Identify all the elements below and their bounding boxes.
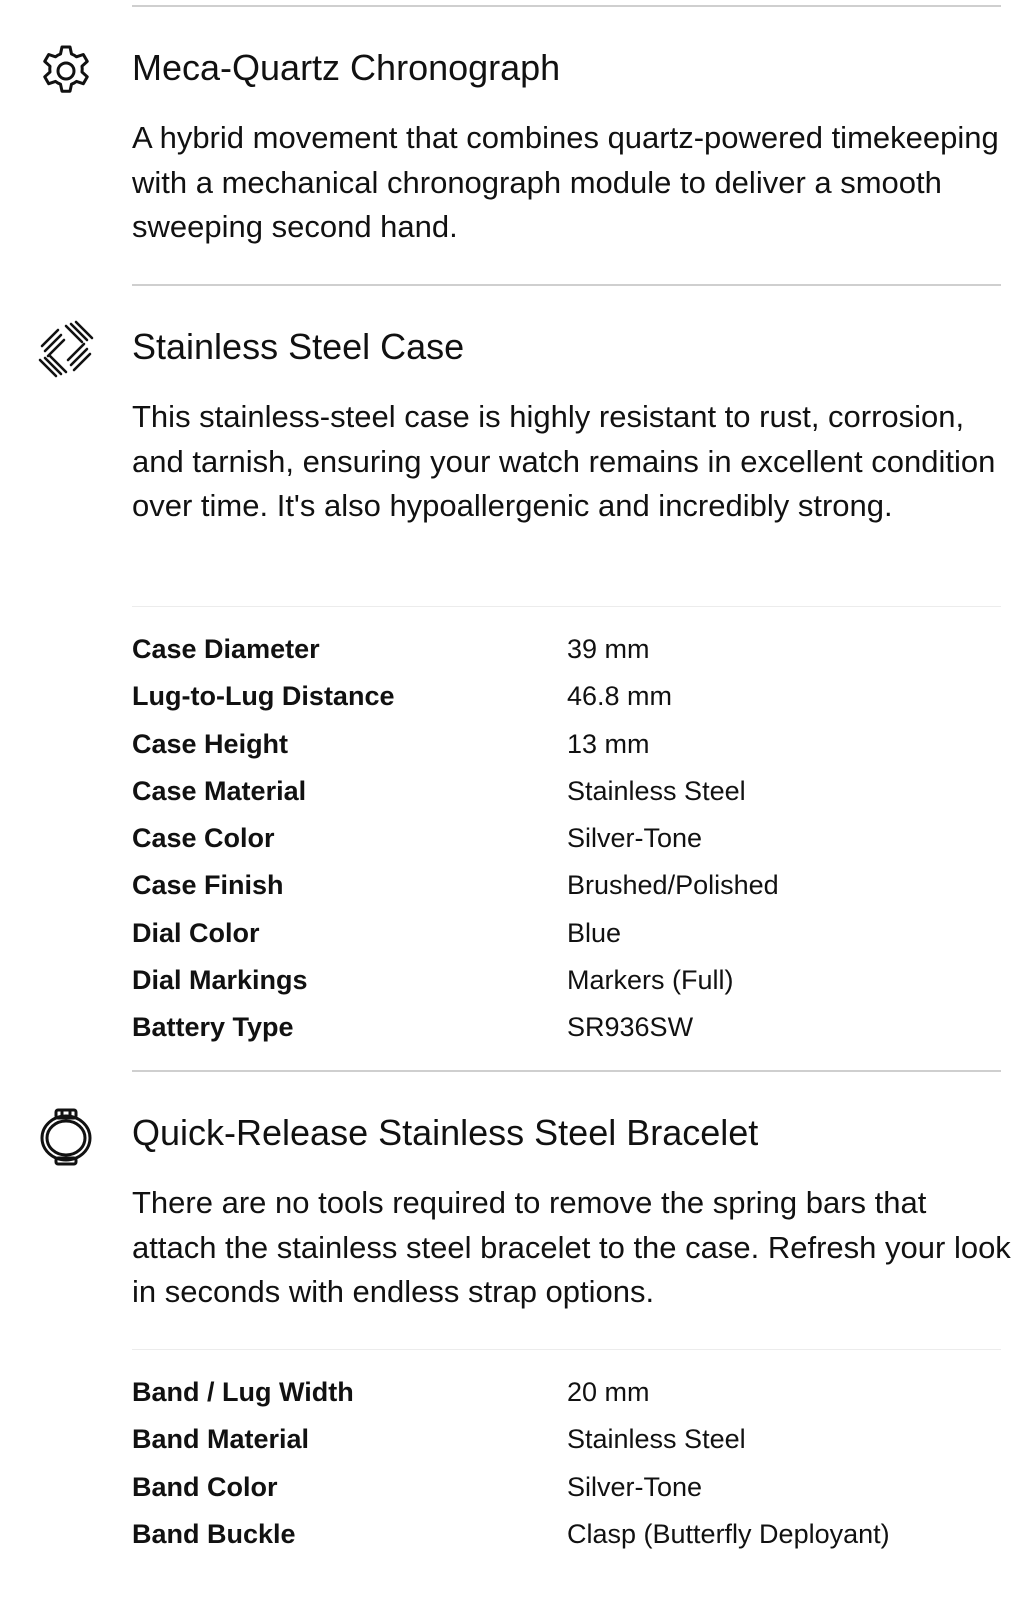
- spec-value: Markers (Full): [567, 965, 734, 996]
- spec-row: [132, 910, 1001, 957]
- spec-label: Dial Color: [132, 917, 260, 948]
- spec-label: Dial Markings: [132, 965, 308, 996]
- spec-label: Case Finish: [132, 870, 284, 901]
- spec-label: Case Color: [132, 823, 275, 854]
- spec-row: [132, 721, 1001, 768]
- spec-value: Brushed/Polished: [567, 870, 779, 901]
- spec-row: [132, 673, 1001, 720]
- spec-row: [132, 1416, 1001, 1463]
- section-title: Meca-Quartz Chronograph: [132, 47, 561, 88]
- spec-label: Lug-to-Lug Distance: [132, 681, 395, 712]
- section-divider: [132, 1070, 1001, 1072]
- spec-row: [132, 862, 1001, 909]
- section-divider: [132, 284, 1001, 286]
- spec-row: [132, 1464, 1001, 1511]
- spec-row: [132, 815, 1001, 862]
- gear-icon: [36, 41, 96, 101]
- spec-value: 46.8 mm: [567, 681, 673, 712]
- spec-value: Clasp (Butterfly Deployant): [567, 1518, 890, 1549]
- section-title: Stainless Steel Case: [132, 326, 465, 367]
- spec-row: [132, 1004, 1001, 1051]
- spec-label: Band Buckle: [132, 1518, 296, 1549]
- spec-value: 13 mm: [567, 728, 650, 759]
- spec-label: Case Material: [132, 775, 307, 806]
- spec-row: [132, 1511, 1001, 1558]
- spec-value: Blue: [567, 917, 622, 948]
- spec-value: 20 mm: [567, 1377, 650, 1407]
- spec-value: SR936SW: [567, 1012, 694, 1043]
- spec-value: 39 mm: [567, 634, 650, 664]
- specs-table: [132, 626, 1001, 1052]
- spec-row: [132, 1369, 1001, 1416]
- section-description: This stainless-steel case is highly resistant to rust, corrosion, and tarnish, ensuring your watch remains in excellent condition over time. It's also hypoallergenic and incredibly strong.: [132, 399, 996, 523]
- spec-row: [132, 768, 1001, 815]
- section-title: Quick-Release Stainless Steel Bracelet: [132, 1112, 759, 1153]
- spec-label: Case Diameter: [132, 634, 320, 664]
- spec-row: [132, 626, 1001, 673]
- section-description: There are no tools required to remove the spring bars that attach the stainless steel bracelet to the case. Refresh your look in seconds with endless strap options.: [132, 1185, 1011, 1309]
- specs-table: [132, 1369, 1001, 1558]
- spec-value: Stainless Steel: [567, 775, 746, 806]
- spec-value: Silver-Tone: [567, 823, 703, 854]
- spec-label: Battery Type: [132, 1012, 294, 1043]
- brushed-steel-pattern-icon: [36, 320, 96, 380]
- section-description: A hybrid movement that combines quartz-powered timekeeping with a mechanical chronograph module to deliver a smooth sweeping second hand.: [132, 120, 999, 244]
- specs-divider: [132, 1349, 1001, 1350]
- spec-label: Band Color: [132, 1471, 278, 1502]
- spec-label: Case Height: [132, 728, 289, 759]
- watch-strap-icon: [36, 1106, 96, 1166]
- specs-divider: [132, 606, 1001, 607]
- spec-row: [132, 957, 1001, 1004]
- spec-value: Stainless Steel: [567, 1424, 746, 1455]
- spec-label: Band Material: [132, 1424, 310, 1455]
- spec-label: Band / Lug Width: [132, 1377, 354, 1407]
- spec-value: Silver-Tone: [567, 1471, 703, 1502]
- section-divider: [132, 5, 1001, 7]
